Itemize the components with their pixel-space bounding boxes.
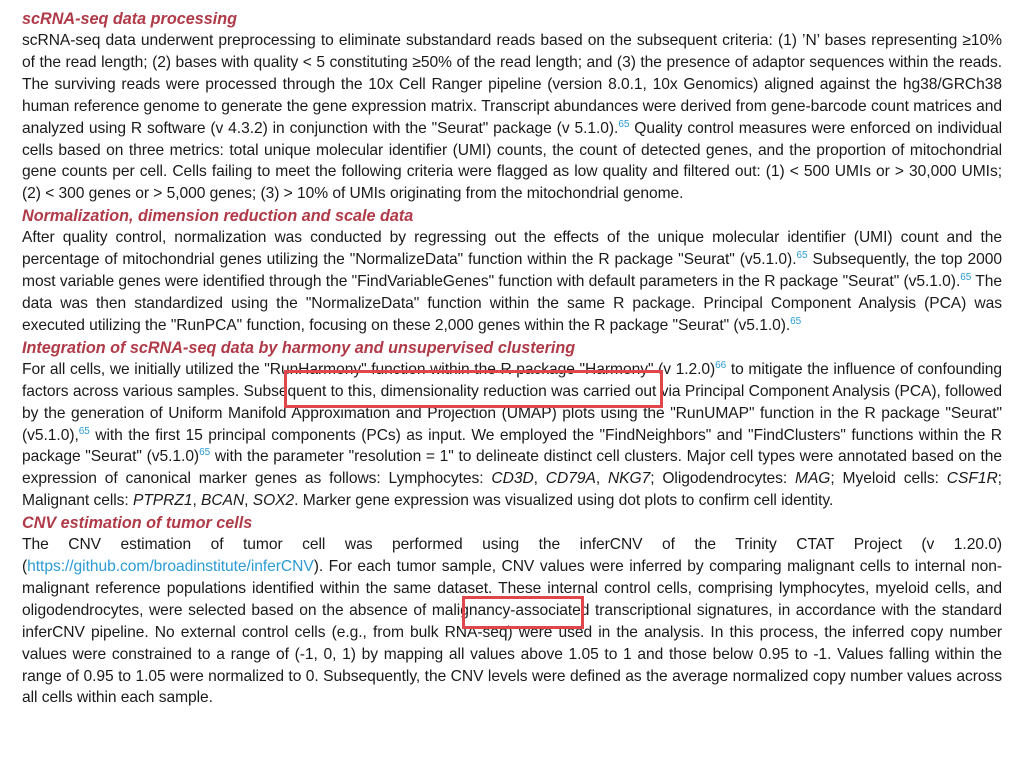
- citation-link[interactable]: 65: [960, 271, 972, 283]
- text-run: ; Myeloid cells:: [830, 470, 947, 488]
- gene-name: CD79A: [545, 470, 596, 488]
- text-run: ,: [595, 470, 608, 488]
- gene-name: NKG7: [607, 470, 651, 488]
- text-run: with the first 15 principal components (PCs) as input. We employed the "FindNeighbors" and "FindClusters" functions within the R package "Seurat" (v5.1.0): [22, 426, 1002, 466]
- text-run: Subsequently, the top 2000 most variable genes were identified through the "FindVariableGenes" function with default parameters in the R package "Seurat" (v5.1.0).: [22, 251, 1002, 291]
- text-run: ,: [244, 492, 253, 510]
- citation-link[interactable]: 65: [78, 425, 90, 437]
- gene-name: CD3D: [491, 470, 534, 488]
- gene-name: SOX2: [252, 492, 295, 510]
- text-run: The data was then standardized using the "NormalizeData" function within the same R package. Principal Component Analysis (PCA) was executed utilizing the "RunPCA" function, focusing on these 2,000 genes within the R package "Seurat" (v5.1.0).: [22, 273, 1002, 334]
- citation-link[interactable]: 65: [790, 315, 802, 327]
- text-run: ). For each tumor sample, CNV values were inferred by comparing malignant cells to internal non-malignant reference populations identified within the same dataset. These internal control cells, comprising lymphocytes, myeloid cells, and oligodendrocytes, were selected based on the absence of malignancy-associated transcriptional signatures, in accordance with the standard inferCNV pipeline. No external control cells (e.g., from bulk RNA-seq) were used in the analysis. In this process, the inferred copy number values were constrained to a range of (-1, 0, 1) by mapping all values above 1.05 to 1 and those below 0.95 to -1. Values falling within the range of 0.95 to 1.05 were normalized to 0. Subsequently, the CNV levels were defined as the average normalized copy number values across all cells within each sample.: [22, 558, 1002, 707]
- section-paragraph-integration-harmony: [22, 359, 1002, 512]
- text-run: Quality control measures were enforced on individual cells based on three metrics: total unique molecular identifier (UMI) counts, the count of detected genes, and the proportion of mitochondrial gene counts per cell. Cells failing to meet the following criteria were flagged as low quality and filtered out: (1) < 500 UMIs or > 30,000 UMIs; (2) < 300 genes or > 5,000 genes; (3) > 10% of UMIs originating from the mitochondrial genome.: [22, 119, 1003, 203]
- section-title-integration-harmony: Integration of scRNA-seq data by harmony and unsupervised clustering: [22, 338, 576, 357]
- text-run: For all cells, we initially utilized the "RunHarmony" function within the R package "Harmony" (v 1.2.0): [22, 360, 716, 378]
- citation-link[interactable]: 65: [199, 447, 211, 459]
- section-title-cnv-estimation: CNV estimation of tumor cells: [22, 514, 253, 533]
- text-run: ,: [533, 470, 546, 488]
- text-run: with the parameter "resolution = 1" to delineate distinct cell clusters. Major cell types were annotated based on the expression of canonical marker genes as follows: Lymphocytes:: [22, 448, 1002, 488]
- text-run: The CNV estimation of tumor cell was performed using the inferCNV of the Trinity CTAT Project (v 1.20.0) (: [22, 536, 1002, 576]
- article-body: [22, 8, 1002, 709]
- text-run: After quality control, normalization was conducted by regressing out the effects of the unique molecular identifier (UMI) count and the percentage of mitochondrial genes utilizing the "NormalizeData" function within the R package "Seurat" (v5.1.0).: [22, 229, 1002, 269]
- section-paragraph-scrna-processing: [22, 30, 1002, 205]
- citation-link[interactable]: 66: [715, 359, 727, 371]
- section-paragraph-cnv-estimation: [22, 534, 1002, 709]
- text-run: ; Oligodendrocytes:: [650, 470, 796, 488]
- text-run: ; Malignant cells:: [22, 470, 1002, 510]
- text-run: to mitigate the influence of confounding factors across various samples. Subsequent to this, dimensionality reduction was carried out via Principal Component Analysis (PCA), followed by the generation of Uniform Manifold Approximation and Projection (UMAP) plots using the "RunUMAP" function in the R package "Seurat" (v5.1.0),: [22, 360, 1002, 444]
- gene-name: PTPRZ1: [132, 492, 193, 510]
- infercnv-github-link[interactable]: https://github.com/broadinstitute/inferCNV: [27, 558, 314, 576]
- text-run: . Marker gene expression was visualized using dot plots to confirm cell identity.: [294, 492, 834, 510]
- citation-link[interactable]: 65: [618, 118, 630, 130]
- section-title-scrna-processing: scRNA-seq data processing: [22, 10, 237, 28]
- gene-name: MAG: [795, 470, 831, 488]
- gene-name: BCAN: [201, 492, 245, 510]
- gene-name: CSF1R: [946, 470, 998, 488]
- section-paragraph-normalization: [22, 227, 1002, 337]
- citation-link[interactable]: 65: [796, 249, 808, 261]
- text-run: ,: [192, 492, 202, 510]
- section-title-normalization: Normalization, dimension reduction and scale data: [22, 207, 414, 226]
- text-run: scRNA-seq data underwent preprocessing to eliminate substandard reads based on the subsequent criteria: (1) ’N’ bases representing ≥10% of the read length; (2) bases with quality < 5 constituting ≥50% of the read length; and (3) the presence of adaptor sequences within the reads. The surviving reads were processed through the 10x Cell Ranger pipeline (version 8.0.1, 10x Genomics) aligned against the hg38/GRCh38 human reference genome to generate the gene expression matrix. Transcript abundances were derived from gene-barcode count matrices and analyzed using R software (v 4.3.2) in conjunction with the "Seurat" package (v 5.1.0).: [22, 32, 1002, 137]
